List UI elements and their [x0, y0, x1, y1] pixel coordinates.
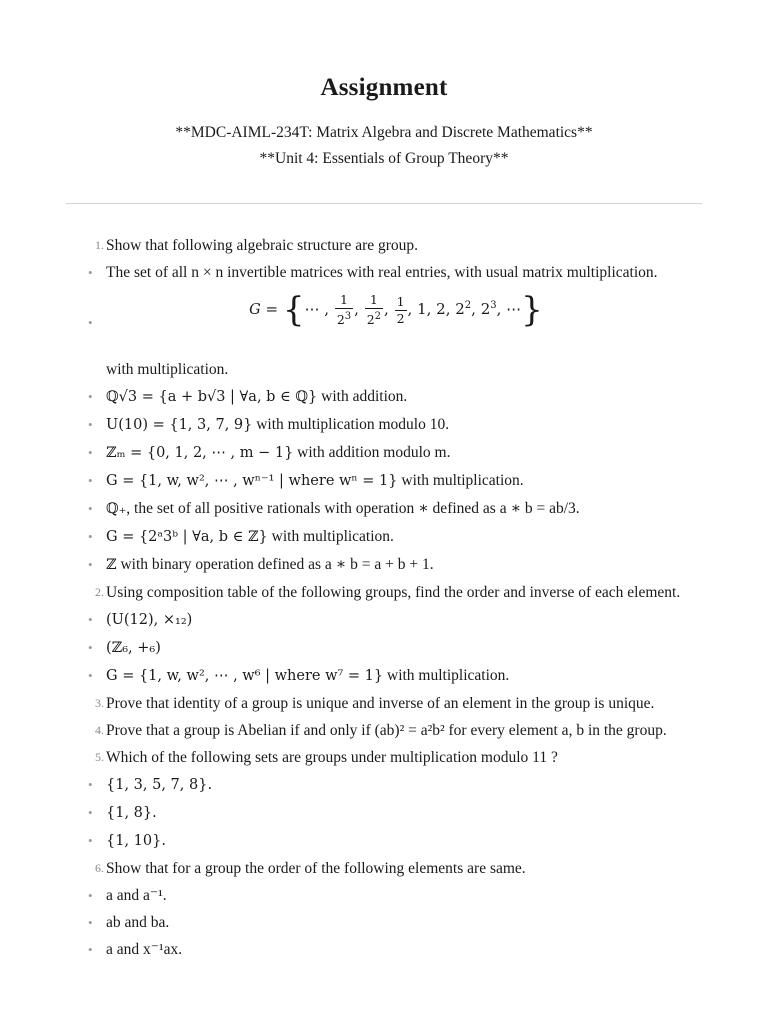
unit-subtitle: **Unit 4: Essentials of Group Theory** — [259, 150, 509, 167]
list-item — [66, 523, 726, 551]
bullet-icon: • — [88, 315, 93, 330]
item-text: with multiplication. — [106, 361, 229, 378]
list-item — [66, 383, 726, 411]
item-math: ℚ₊ — [106, 501, 127, 517]
question-number: 6. — [95, 861, 104, 875]
bullet-icon: • — [88, 445, 93, 460]
item-math: ℤₘ = {0, 1, 2, ⋯ , m − 1} — [106, 445, 294, 461]
item-text: with addition modulo m. — [297, 444, 451, 461]
item-text: , the set of all positive rationals with operation ∗ defined as a ∗ b = ab/3. — [126, 500, 580, 517]
list-item — [66, 439, 726, 467]
item-text: with multiplication modulo 10. — [256, 416, 450, 433]
item-math: U(10) = {1, 3, 7, 9} — [106, 417, 253, 433]
item-text: with addition. — [321, 388, 408, 405]
question-text: Using composition table of the following groups, find the order and inverse of each element. — [106, 584, 681, 601]
bullet-icon: • — [88, 777, 93, 792]
course-subtitle: **MDC-AIML-234T: Matrix Algebra and Discrete Mathematics** — [175, 124, 593, 141]
list-item — [66, 771, 726, 799]
list-item — [66, 662, 726, 690]
item-text: The set of all n × n invertible matrices with real entries, with usual matrix multiplication. — [106, 264, 658, 281]
item-math: ℚ√3 = {a + b√3 | ∀a, b ∈ ℚ} — [106, 389, 318, 405]
item-math: G = {1, w, w², ⋯ , w⁶ | where w⁷ = 1} — [106, 668, 384, 684]
list-item — [66, 799, 726, 827]
bullet-icon: • — [88, 833, 93, 848]
list-item — [66, 936, 726, 963]
item-math: G = {2ᵃ3ᵇ | ∀a, b ∈ ℤ} — [106, 529, 268, 545]
question-text: Show that following algebraic structure are group. — [106, 237, 419, 254]
question-list — [66, 232, 726, 963]
horizontal-divider — [66, 203, 702, 204]
item-text: with multiplication. — [271, 528, 394, 545]
bullet-icon: • — [88, 557, 93, 572]
question-6-items — [66, 882, 726, 963]
list-item — [66, 551, 726, 579]
question-3 — [66, 690, 726, 717]
question-number: 1. — [95, 238, 104, 252]
item-math: {1, 8}. — [106, 805, 157, 821]
bullet-icon: • — [88, 942, 93, 957]
list-item — [66, 909, 726, 936]
page-title: Assignment — [320, 74, 448, 101]
list-item — [66, 634, 726, 662]
item-math: (ℤ₆, +₆) — [106, 640, 161, 656]
bullet-icon: • — [88, 501, 93, 516]
question-number: 3. — [95, 696, 104, 710]
item-text: ab and ba. — [106, 914, 170, 931]
list-item — [66, 467, 726, 495]
item-math: {1, 10}. — [106, 833, 166, 849]
list-item — [66, 286, 726, 356]
question-5-items — [66, 771, 726, 855]
item-text: with multiplication. — [387, 667, 510, 684]
bullet-icon: • — [88, 417, 93, 432]
list-item — [66, 259, 726, 286]
item-math: ℤ — [106, 557, 117, 573]
item-text: a and x⁻¹ax. — [106, 941, 183, 958]
list-item — [66, 827, 726, 855]
question-number: 2. — [95, 585, 104, 599]
bullet-icon: • — [88, 473, 93, 488]
bullet-icon: • — [88, 265, 93, 280]
bullet-icon: • — [88, 389, 93, 404]
bullet-icon: • — [88, 640, 93, 655]
display-formula: G = {⋯ , $\frac{1}{2^3}$ , $\frac{1}{2^2}$ , $\frac{1}{2}$ , 1, 2, $2^2$, $2^3$, ⋯} — [249, 290, 543, 330]
list-item — [66, 411, 726, 439]
question-text: Prove that identity of a group is unique and inverse of an element in the group is unique. — [106, 695, 655, 712]
item-math: (U(12), ×₁₂) — [106, 612, 193, 628]
item-text: with binary operation defined as a ∗ b = a + b + 1. — [120, 556, 434, 573]
item-text: a and a⁻¹. — [106, 887, 167, 904]
question-5 — [66, 744, 726, 771]
question-2-items — [66, 606, 726, 690]
question-text: Which of the following sets are groups under multiplication modulo 11 ? — [106, 749, 558, 766]
bullet-icon: • — [88, 805, 93, 820]
question-text: Prove that a group is Abelian if and only if (ab)² = a²b² for every element a, b in the group. — [106, 722, 667, 739]
item-text: with multiplication. — [401, 472, 524, 489]
question-1-items — [66, 259, 726, 579]
question-number: 5. — [95, 750, 104, 764]
question-text: Show that for a group the order of the following elements are same. — [106, 860, 526, 877]
bullet-icon: • — [88, 668, 93, 683]
list-item — [66, 606, 726, 634]
question-2 — [66, 579, 726, 606]
list-item — [66, 495, 726, 523]
question-4 — [66, 717, 726, 744]
bullet-icon: • — [88, 915, 93, 930]
bullet-icon: • — [88, 888, 93, 903]
question-number: 4. — [95, 723, 104, 737]
list-item-continuation — [66, 356, 726, 383]
bullet-icon: • — [88, 612, 93, 627]
item-math: {1, 3, 5, 7, 8}. — [106, 777, 213, 793]
question-1 — [66, 232, 726, 259]
item-math: G = {1, w, w², ⋯ , wⁿ⁻¹ | where wⁿ = 1} — [106, 473, 398, 489]
bullet-icon: • — [88, 529, 93, 544]
list-item — [66, 882, 726, 909]
question-6 — [66, 855, 726, 882]
